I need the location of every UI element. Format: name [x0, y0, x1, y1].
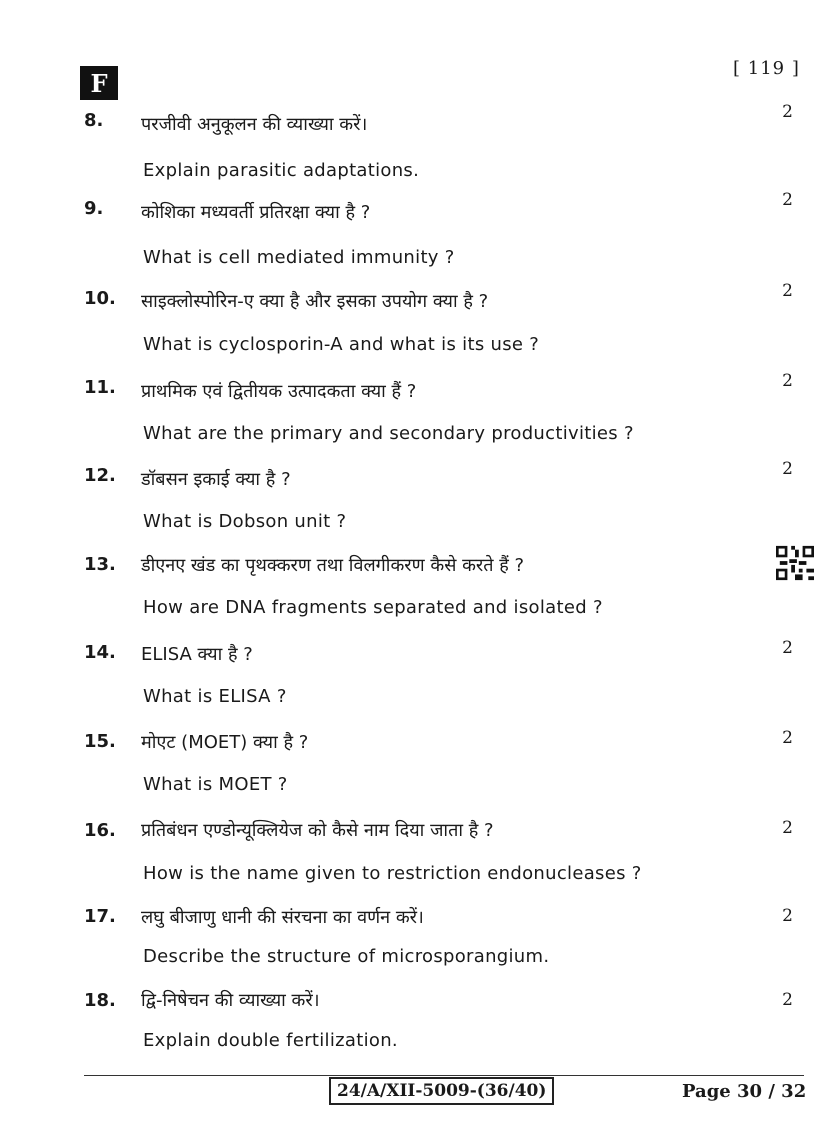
question-english: What are the primary and secondary productivities ?	[143, 423, 634, 444]
question-number: 10.	[84, 288, 116, 309]
question-english: What is MOET ?	[143, 774, 288, 795]
question-marks: 2	[782, 281, 793, 301]
question-english: What is cell mediated immunity ?	[143, 247, 455, 268]
question-hindi: लघु बीजाणु धानी की संरचना का वर्णन करें।	[141, 907, 424, 928]
question-number: 8.	[84, 110, 104, 131]
question-english: Explain double fertilization.	[143, 1030, 398, 1051]
question-number: 11.	[84, 377, 116, 398]
page-number: Page 30 / 32	[682, 1081, 807, 1102]
question-marks: 2	[782, 371, 793, 391]
question-marks: 2	[782, 459, 793, 479]
question-number: 17.	[84, 906, 116, 927]
question-hindi: प्रतिबंधन एण्डोन्यूक्लियेज को कैसे नाम दिया जाता है ?	[141, 820, 494, 841]
question-english: What is Dobson unit ?	[143, 511, 347, 532]
question-english: What is cyclosporin-A and what is its use ?	[143, 334, 540, 355]
question-hindi: द्वि-निषेचन की व्याख्या करें।	[141, 990, 320, 1011]
question-number: 14.	[84, 642, 116, 663]
question-marks: 2	[782, 818, 793, 838]
question-marks: 2	[782, 638, 793, 658]
question-number: 18.	[84, 990, 116, 1011]
question-hindi: साइक्लोस्पोरिन-ए क्या है और इसका उपयोग क्या है ?	[141, 291, 489, 312]
question-marks: 2	[782, 190, 793, 210]
question-english: How are DNA fragments separated and isolated ?	[143, 597, 603, 618]
qr-code-icon	[776, 545, 814, 581]
question-number: 9.	[84, 198, 104, 219]
question-hindi: मोएट (MOET) क्या है ?	[141, 732, 309, 753]
question-english: What is ELISA ?	[143, 686, 287, 707]
question-hindi: परजीवी अनुकूलन की व्याख्या करें।	[141, 114, 368, 135]
paper-code: 24/A/XII-5009-(36/40)	[329, 1077, 554, 1105]
set-badge: F	[80, 66, 118, 100]
question-hindi: ELISA क्या है ?	[141, 644, 253, 665]
footer-divider	[84, 1075, 804, 1076]
question-number: 16.	[84, 820, 116, 841]
question-number: 12.	[84, 465, 116, 486]
question-marks: 2	[782, 728, 793, 748]
question-marks: 2	[782, 990, 793, 1010]
question-hindi: प्राथमिक एवं द्वितीयक उत्पादकता क्या हैं ?	[141, 381, 417, 402]
question-english: Explain parasitic adaptations.	[143, 160, 420, 181]
question-english: Describe the structure of microsporangium.	[143, 946, 550, 967]
question-hindi: डॉबसन इकाई क्या है ?	[141, 469, 291, 490]
question-english: How is the name given to restriction endonucleases ?	[143, 863, 642, 884]
question-marks: 2	[782, 906, 793, 926]
question-hindi: डीएनए खंड का पृथक्करण तथा विलगीकरण कैसे करते हैं ?	[141, 555, 525, 576]
question-number: 13.	[84, 554, 116, 575]
question-hindi: कोशिका मध्यवर्ती प्रतिरक्षा क्या है ?	[141, 202, 371, 223]
question-marks: 2	[782, 102, 793, 122]
page-code: [ 119 ]	[733, 58, 800, 79]
question-number: 15.	[84, 731, 116, 752]
